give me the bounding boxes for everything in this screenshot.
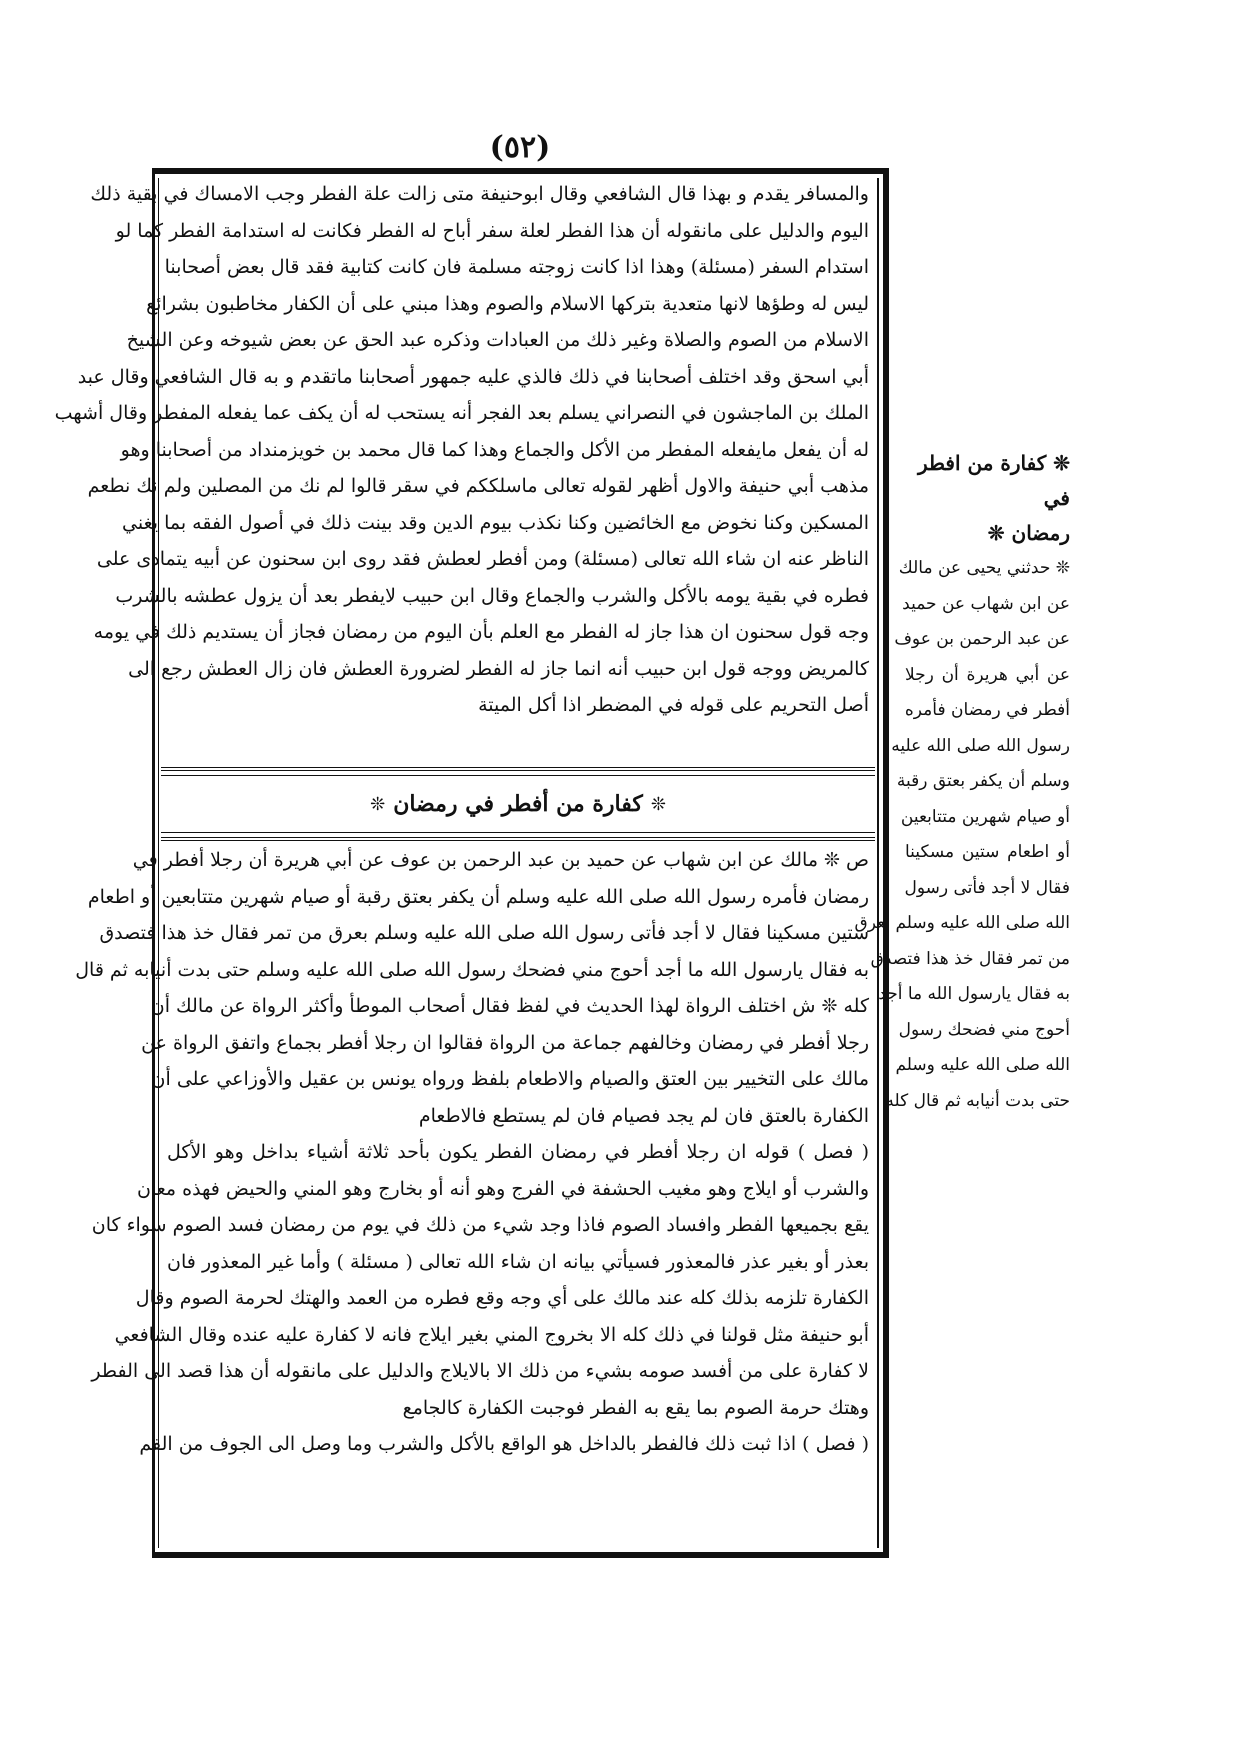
text-line: ص ❊ مالك عن ابن شهاب عن حميد بن عبد الرحمن بن عوف عن أبي هريرة أن رجلا أفطر في — [132, 849, 869, 871]
ornament-icon: ❊ — [370, 793, 386, 815]
margin-line: ❊ حدثني يحيى عن مالك — [898, 558, 1070, 578]
main-text-bottom-block — [75, 842, 869, 1463]
text-line: والمسافر يقدم و بهذا قال الشافعي وقال ابوحنيفة متى زالت علة الفطر وجب الامساك في بقية ذلك — [90, 183, 869, 205]
text-line: لا كفارة على من أفسد صومه بشيء من ذلك الا بالايلاج والدليل على مانقوله أن هذا قصد الى الفطر — [91, 1360, 869, 1382]
section-title: كفارة من أفطر في رمضان — [393, 791, 643, 817]
margin-line: حتى بدت أنيابه ثم قال كله — [885, 1090, 1070, 1111]
text-line: كالمريض ووجه قول ابن حبيب أنه انما جاز له الفطر لضرورة العطش فان زال العطش رجع الى — [128, 657, 869, 680]
margin-line: عن عبد الرحمن بن عوف — [894, 629, 1070, 649]
text-line: أبي اسحق وقد اختلف أصحابنا في ذلك فالذي عليه جمهور أصحابنا ماتقدم و به قال الشافعي وقال عبد — [77, 365, 869, 388]
ornament-icon: ❊ — [650, 793, 666, 815]
main-text-top-block — [54, 176, 869, 724]
text-line: والشرب أو ايلاج وهو مغيب الحشفة في الفرج وهو أنه أو بخارج وهو المني والحيض فهذه معان — [137, 1177, 869, 1200]
text-line: المسكين وكنا نخوض مع الخائضين وكنا نكذب بيوم الدين وقد بينت ذلك في أصول الفقه بما يغني — [122, 511, 869, 534]
text-line: رمضان فأمره رسول الله صلى الله عليه وسلم أن يكفر بعتق رقبة أو صيام شهرين متتابعين أو اطعام — [87, 885, 869, 908]
text-line: وجه قول سحنون ان هذا جاز له الفطر مع العلم بأن اليوم من رمضان فجاز أن يستديم ذلك في يومه — [93, 621, 869, 643]
text-line: له أن يفعل مايفعله المفطر من الأكل والجماع وهذا كما قال محمد بن خويزمنداد من أصحابنا وهو — [120, 438, 869, 461]
margin-heading: رمضان ❊ — [987, 521, 1070, 545]
text-line: به فقال يارسول الله ما أجد أحوج مني فضحك رسول الله صلى الله عليه وسلم حتى بدت أنيابه ثم قال — [75, 958, 869, 981]
text-line: مذهب أبي حنيفة والاول أظهر لقوله تعالى ماسلككم في سقر قالوا لم نك من المصلين ولم نك نطعم — [87, 475, 869, 497]
text-line: الكفارة تلزمه بذلك كله عند مالك على أي وجه وقع فطره من العمد والهتك لحرمة الصوم وقال — [135, 1287, 869, 1309]
text-line: ( فصل ) قوله ان رجلا أفطر في رمضان الفطر يكون بأحد ثلاثة أشياء بداخل وهو الأكل — [167, 1141, 869, 1163]
margin-line: الله صلى الله عليه وسلم — [895, 1055, 1070, 1075]
text-line: استدام السفر (مسئلة) وهذا اذا كانت زوجته مسلمة فان كانت كتابية فقد قال بعض أصحابنا — [164, 256, 869, 278]
main-text-frame — [54, 168, 889, 1558]
margin-line: وسلم أن يكفر بعتق رقبة — [896, 771, 1070, 791]
text-line: ( فصل ) اذا ثبت ذلك فالفطر بالداخل هو الواقع بالأكل والشرب وما وصل الى الجوف من الفم — [139, 1433, 869, 1455]
section-title-band — [161, 767, 875, 841]
text-line: فطره في بقية يومه بالأكل والشرب والجماع وقال ابن حبيب لايفطر بعد أن يزول عطشه بالشرب — [115, 584, 869, 607]
text-line: الاسلام من الصوم والصلاة وغير ذلك من العبادات وذكره عبد الحق عن بعض شيوخه وعن الشيخ — [126, 329, 869, 351]
margin-line: أو اطعام ستين مسكينا — [905, 842, 1070, 862]
margin-line: به فقال يارسول الله ما أجد — [878, 984, 1070, 1004]
margin-line: الله صلى الله عليه وسلم بعرق — [854, 913, 1070, 933]
text-line: يقع بجميعها الفطر وافساد الصوم فاذا وجد شيء من ذلك في يوم من رمضان فسد الصوم سواء كان — [91, 1214, 869, 1236]
margin-line: عن ابن شهاب عن حميد — [902, 593, 1070, 614]
margin-line: عن أبي هريرة أن رجلا — [905, 664, 1070, 685]
text-line: اليوم والدليل على مانقوله أن هذا الفطر لعلة سفر أباح له الفطر فكانت له استدامة الفطر كما لو — [115, 219, 869, 242]
page-number: (٥٢) — [489, 130, 551, 165]
text-line: مالك على التخيير بين العتق والصيام والاطعام بلفظ ورواه يونس بن عقيل والأوزاعي على أن — [151, 1068, 869, 1090]
text-line: الملك بن الماجشون في النصراني يسلم بعد الفجر أنه يستحب له أن يكف عما يفعله المفطر وقال أشهب — [54, 402, 869, 424]
margin-line: أو صيام شهرين متتابعين — [900, 806, 1070, 827]
text-line: الكفارة بالعتق فان لم يجد فصيام فان لم يستطع فالاطعام — [418, 1104, 869, 1127]
text-line: رجلا أفطر في رمضان وخالفهم جماعة من الرواة فقالوا ان رجلا أفطر بجماع واتفق الرواة عن — [141, 1031, 869, 1054]
margin-column — [854, 446, 1070, 1119]
margin-line: رسول الله صلى الله عليه — [891, 735, 1070, 756]
margin-line: فقال لا أجد فأتى رسول — [904, 877, 1070, 898]
text-line: بعذر أو بغير عذر فالمعذور فسيأتي بيانه ان شاء الله تعالى ( مسئلة ) وأما غير المعذور فان — [167, 1250, 869, 1273]
text-line: أبو حنيفة مثل قولنا في ذلك كله الا بخروج المني بغير ايلاج فانه لا كفارة عليه عنده وقال الشافعي — [114, 1323, 869, 1346]
text-line: ليس له وطؤها لانها متعدية بتركها الاسلام والصوم وهذا مبني على أن الكفار مخاطبون بشرائع — [146, 292, 869, 315]
text-line: كله ❊ ش اختلف الرواة لهذا الحديث في لفظ فقال أصحاب الموطأ وأكثر الرواة عن مالك أن — [150, 995, 869, 1017]
text-line: الناظر عنه ان شاء الله تعالى (مسئلة) ومن أفطر لعطش فقد روى ابن سحنون عن أبيه يتمادى على — [96, 548, 869, 570]
margin-heading: ❊ كفارة من افطر في — [917, 451, 1070, 510]
margin-line: أفطر في رمضان فأمره — [904, 700, 1070, 720]
text-line: أصل التحريم على قوله في المضطر اذا أكل الميتة — [478, 694, 869, 716]
margin-line: أحوج مني فضحك رسول — [898, 1019, 1070, 1040]
text-line: وهتك حرمة الصوم بما يقع به الفطر فوجبت الكفارة كالجامع — [402, 1396, 869, 1419]
text-line: ستين مسكينا فقال لا أجد فأتى رسول الله صلى الله عليه وسلم بعرق من تمر فقال خذ هذا فتصدق — [99, 922, 869, 944]
margin-line: من تمر فقال خذ هذا فتصدق — [870, 948, 1070, 969]
